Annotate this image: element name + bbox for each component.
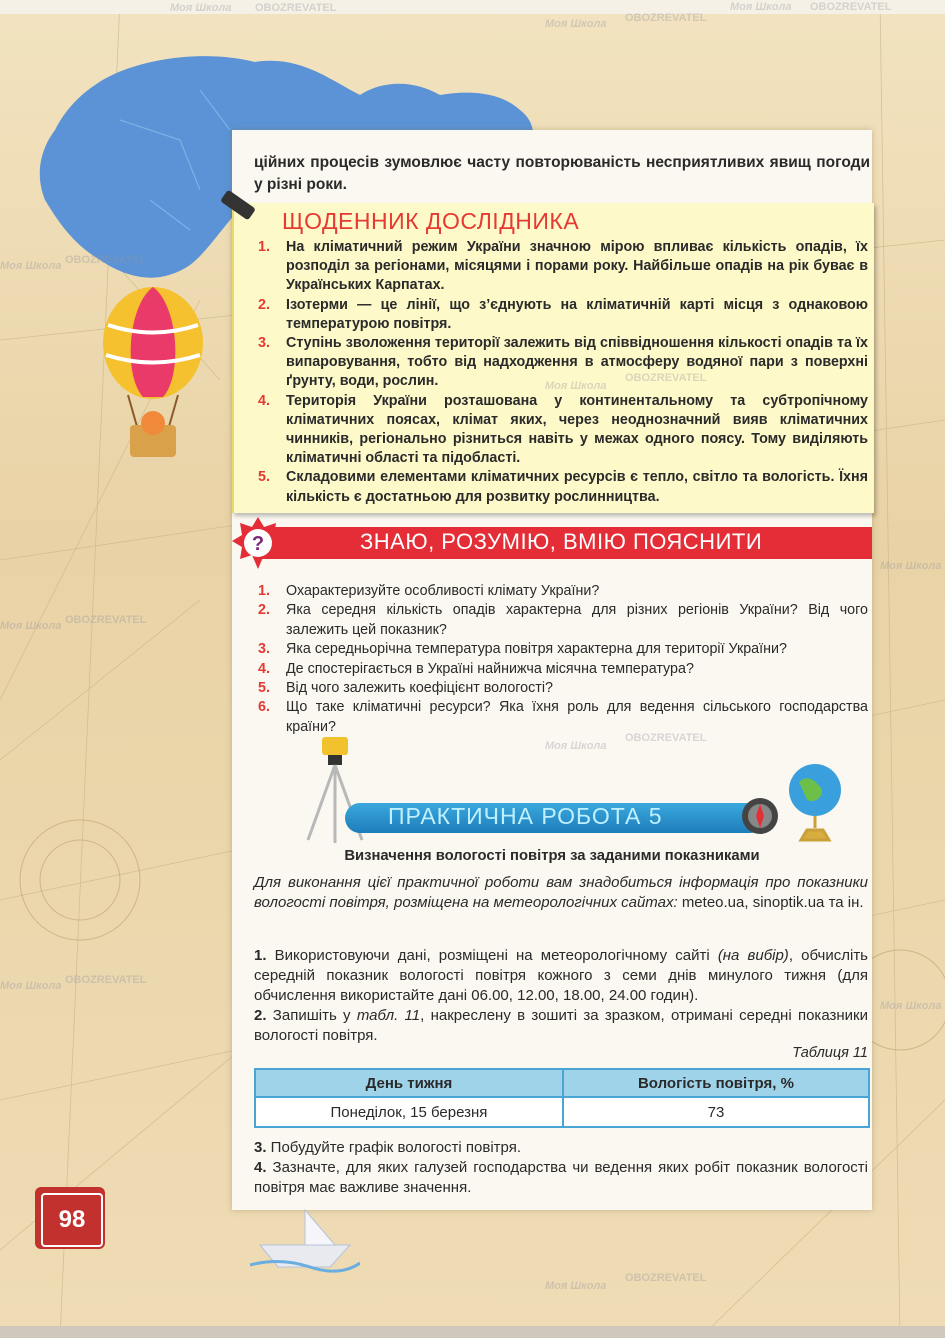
watermark-text: OBOZREVATEL: [65, 614, 147, 626]
watermark-text: OBOZREVATEL: [810, 1, 892, 13]
watermark-text: Моя Школа: [0, 980, 62, 992]
table-cell: Понеділок, 15 березня: [255, 1097, 563, 1127]
task-text: Використовуючи дані, розміщені на метеорологічному сайті: [266, 947, 718, 964]
diary-item-text: Складовими елементами кліматичних ресурсів є тепло, світло та вологість. Їхня кількість є достатньою для розвитку рослинництва.: [286, 469, 868, 505]
humidity-table: [254, 1068, 870, 1128]
task-text: Запишіть у: [266, 1007, 357, 1024]
hot-air-balloon-illustration: [98, 285, 208, 470]
diary-item-text: Територія України розташована у континентальному та субтропічному кліматичних поясах, клімат яких, через неоднозначний вияв кліматичних чинників, регіонально різниться навіть у межах одного поясу. Тому виділяють кліматичні області та підобласті.: [286, 392, 868, 467]
practical-work-title: ПРАКТИЧНА РОБОТА 5: [388, 803, 663, 829]
diary-item-number: 5.: [258, 469, 270, 486]
task-text-italic: табл. 11: [356, 1007, 421, 1024]
question-number: 3.: [258, 641, 270, 658]
question-number: 1.: [258, 583, 270, 599]
globe-icon: [785, 760, 845, 845]
task-text-italic: (на вибір): [717, 947, 789, 964]
question-text: Від чого залежить коефіцієнт вологості?: [286, 680, 553, 697]
watermark-text: Моя Школа: [545, 380, 607, 392]
watermark-text: OBOZREVATEL: [65, 254, 147, 266]
task-text: , обчисліть середній показник вологості повітря кожного з семи днів минулого тижня (для обчислення використайте дані 06.00, 12.00, 18.00, 24.00 годин).: [254, 947, 868, 1004]
question-badge-text: ?: [251, 533, 265, 555]
task-3: [254, 1138, 868, 1158]
question-text: Яка середньорічна температура повітря характерна для території України?: [286, 641, 787, 658]
practical-work-heading: Визначення вологості повітря за заданими показниками: [344, 848, 760, 864]
diary-item: [256, 296, 868, 334]
watermark-text: Моя Школа: [880, 1000, 942, 1012]
task-number: 3.: [254, 1139, 267, 1156]
practical-work-intro: [254, 873, 868, 913]
questions-list: [256, 582, 868, 737]
task-text: Побудуйте графік вологості повітря.: [266, 1139, 522, 1156]
diary-item: [256, 392, 868, 469]
question-badge-icon: [232, 517, 284, 569]
watermark-text: Моя Школа: [170, 2, 232, 14]
question-text: Яка середня кількість опадів характерна для різних регіонів України? Від чого залежить цей показник?: [286, 602, 868, 638]
task-2: [254, 1006, 868, 1046]
question-text: Охарактеризуйте особливості клімату України?: [286, 583, 600, 599]
practical-intro-end: та ін.: [824, 894, 864, 911]
table-header-cell: Вологість повітря, %: [563, 1069, 869, 1097]
table-row: [255, 1097, 869, 1127]
watermark-text: Моя Школа: [545, 1280, 607, 1292]
watermark-text: OBOZREVATEL: [625, 12, 707, 24]
question-number: 4.: [258, 660, 270, 677]
diary-item: [256, 238, 868, 296]
watermark-text: OBOZREVATEL: [625, 1272, 707, 1284]
bottom-margin: [0, 1326, 945, 1338]
diary-item-text: На кліматичний режим України значною мірою впливає кількість опадів, їх розподіл за регіонами, місяцями і порами року. Найбільше опадів на рік буває в Українських Карпатах.: [286, 239, 868, 294]
table-header-row: [255, 1069, 869, 1097]
compass-icon: [740, 796, 780, 836]
task-number: 2.: [254, 1007, 267, 1024]
task-number: 1.: [254, 947, 267, 964]
diary-title: ЩОДЕННИК ДОСЛІДНИКА: [282, 208, 580, 234]
question-item: [256, 582, 868, 601]
diary-item-text: Ізотерми — це лінії, що з’єднують на кліматичній карті місця з однаковою температурою повітря.: [286, 296, 868, 332]
watermark-text: OBOZREVATEL: [255, 2, 337, 14]
question-item: [256, 679, 868, 698]
question-item: [256, 698, 868, 737]
practical-sites: meteo.ua, sinoptik.ua: [681, 894, 825, 911]
question-item: [256, 660, 868, 679]
table-caption: Таблиця 11: [792, 1045, 868, 1061]
diary-item-number: 4.: [258, 392, 270, 409]
diary-item-number: 3.: [258, 335, 270, 352]
question-item: [256, 601, 868, 640]
question-text: Де спостерігається в Україні найнижча місячна температура?: [286, 660, 694, 677]
question-number: 6.: [258, 699, 270, 716]
diary-list: [256, 238, 868, 507]
watermark-text: Моя Школа: [0, 620, 62, 632]
diary-item: [256, 468, 868, 506]
question-number: 2.: [258, 602, 270, 619]
diary-item-number: 2.: [258, 296, 270, 313]
task-text: Зазначте, для яких галузей господарства чи ведення яких робіт показник вологості повітря має важливе значення.: [254, 1159, 868, 1196]
watermark-text: Моя Школа: [880, 560, 942, 572]
task-number: 4.: [254, 1159, 267, 1176]
task-1: [254, 946, 868, 1006]
watermark-text: OBOZREVATEL: [625, 732, 707, 744]
paper-boat-illustration: [250, 1205, 360, 1275]
watermark-text: Моя Школа: [0, 260, 62, 272]
table-header-cell: День тижня: [255, 1069, 563, 1097]
watermark-text: OBOZREVATEL: [625, 372, 707, 384]
page-number: 98: [41, 1193, 103, 1247]
question-item: [256, 640, 868, 659]
practical-intro-text: Для виконання цієї практичної роботи вам знадобиться інформація про показники вологості повітря, розміщена на метеорологічних сайтах:: [254, 874, 868, 911]
question-number: 5.: [258, 680, 270, 697]
table-cell: 73: [563, 1097, 869, 1127]
diary-item-text: Ступінь зволоження території залежить від співвідношення кількості опадів та їх випаровування, тобто від надходження в атмосферу водяної пари з поверхні ґрунту, води, рослин.: [286, 335, 868, 390]
watermark-text: Моя Школа: [730, 1, 792, 13]
task-4: [254, 1158, 868, 1198]
watermark-text: Моя Школа: [545, 740, 607, 752]
question-text: Що таке кліматичні ресурси? Яка їхня роль для ведення сільського господарства країни?: [286, 699, 868, 735]
watermark-text: Моя Школа: [545, 18, 607, 30]
intro-paragraph: ційних процесів зумовлює часту повторюваність несприятливих явищ погоди у різні роки.: [254, 154, 870, 193]
diary-item-number: 1.: [258, 239, 270, 255]
task-text: , накреслену в зошиті за зразком, отримані середні показники вологості повітря.: [254, 1007, 868, 1044]
watermark-text: OBOZREVATEL: [65, 974, 147, 986]
questions-title: ЗНАЮ, РОЗУМІЮ, ВМІЮ ПОЯСНИТИ: [360, 529, 763, 554]
